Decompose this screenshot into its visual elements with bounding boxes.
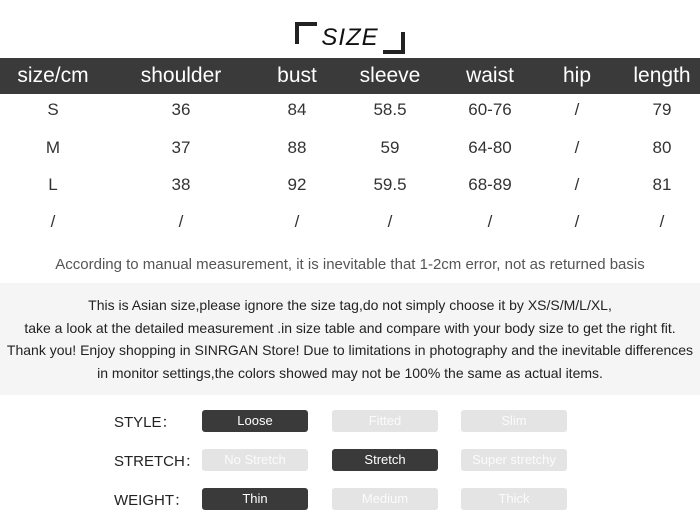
header-shoulder: shoulder	[140, 64, 222, 87]
table-cell: 64-80	[468, 138, 512, 157]
table-cell: S	[47, 100, 59, 119]
style-option-slim: Slim	[461, 410, 567, 432]
table-cell: /	[178, 212, 184, 231]
stretch-label: STRETCH：	[114, 453, 200, 470]
table-cell: 38	[171, 175, 191, 194]
table-cell: 92	[287, 175, 307, 194]
header-size: size/cm	[17, 64, 89, 87]
size-info-box	[0, 283, 700, 395]
size-table-header	[0, 58, 700, 94]
header-length: length	[633, 64, 691, 87]
table-cell: /	[387, 212, 393, 231]
table-cell: L	[48, 175, 58, 194]
attribute-row-style	[0, 410, 700, 436]
size-title	[291, 18, 408, 58]
measurement-note: According to manual measurement, it is inevitable that 1-2cm error, not as returned basis	[55, 256, 645, 273]
table-cell: 59.5	[373, 175, 407, 194]
size-title-area	[0, 18, 700, 58]
header-hip: hip	[562, 64, 592, 87]
table-cell: 58.5	[373, 100, 407, 119]
table-cell: /	[294, 212, 300, 231]
info-line: This is Asian size,please ignore the size tag,do not simply choose it by XS/S/M/L/XL,	[88, 297, 612, 313]
style-label: STYLE：	[114, 414, 177, 431]
table-row	[0, 167, 700, 203]
attribute-row-stretch	[0, 449, 700, 475]
title-bracket-left	[295, 22, 317, 44]
info-line: in monitor settings,the colors showed may not be 100% the same as actual items.	[97, 364, 603, 381]
style-option-loose: Loose	[202, 410, 308, 432]
stretch-option-super-stretchy: Super stretchy	[461, 449, 567, 471]
header-waist: waist	[466, 64, 514, 87]
size-title-text: SIZE	[321, 24, 379, 51]
weight-label: WEIGHT：	[114, 492, 189, 509]
stretch-option-no-stretch: No Stretch	[202, 449, 308, 471]
table-cell: 80	[652, 138, 672, 157]
table-cell: 88	[287, 138, 307, 157]
table-cell: 84	[287, 100, 307, 119]
table-cell: /	[574, 100, 580, 119]
table-cell: /	[487, 212, 493, 231]
table-cell: 37	[171, 138, 191, 157]
table-cell: /	[574, 175, 580, 194]
info-line: Thank you! Enjoy shopping in SINRGAN Store! Due to limitations in photography and the inevitable differences	[6, 342, 694, 358]
table-cell: /	[574, 212, 580, 231]
attribute-row-weight	[0, 488, 700, 514]
table-row	[0, 92, 700, 128]
table-cell: M	[45, 138, 61, 157]
table-cell: 81	[652, 175, 672, 194]
title-bracket-right	[383, 32, 405, 54]
table-cell: /	[574, 138, 580, 157]
table-cell: 59	[380, 138, 400, 157]
table-cell: 36	[171, 100, 191, 119]
table-cell: 79	[652, 100, 672, 119]
header-bust: bust	[277, 64, 317, 87]
table-cell: /	[50, 212, 56, 231]
weight-option-thin: Thin	[202, 488, 308, 510]
style-option-fitted: Fitted	[332, 410, 438, 432]
header-sleeve: sleeve	[359, 64, 421, 87]
stretch-option-stretch: Stretch	[332, 449, 438, 471]
weight-option-thick: Thick	[461, 488, 567, 510]
table-cell: 68-89	[468, 175, 512, 194]
table-row	[0, 130, 700, 166]
info-line: take a look at the detailed measurement .in size table and compare with your body size to get the right fit.	[24, 319, 676, 336]
weight-option-medium: Medium	[332, 488, 438, 510]
table-row	[0, 204, 700, 240]
table-cell: 60-76	[468, 100, 512, 119]
table-cell: /	[659, 212, 665, 231]
